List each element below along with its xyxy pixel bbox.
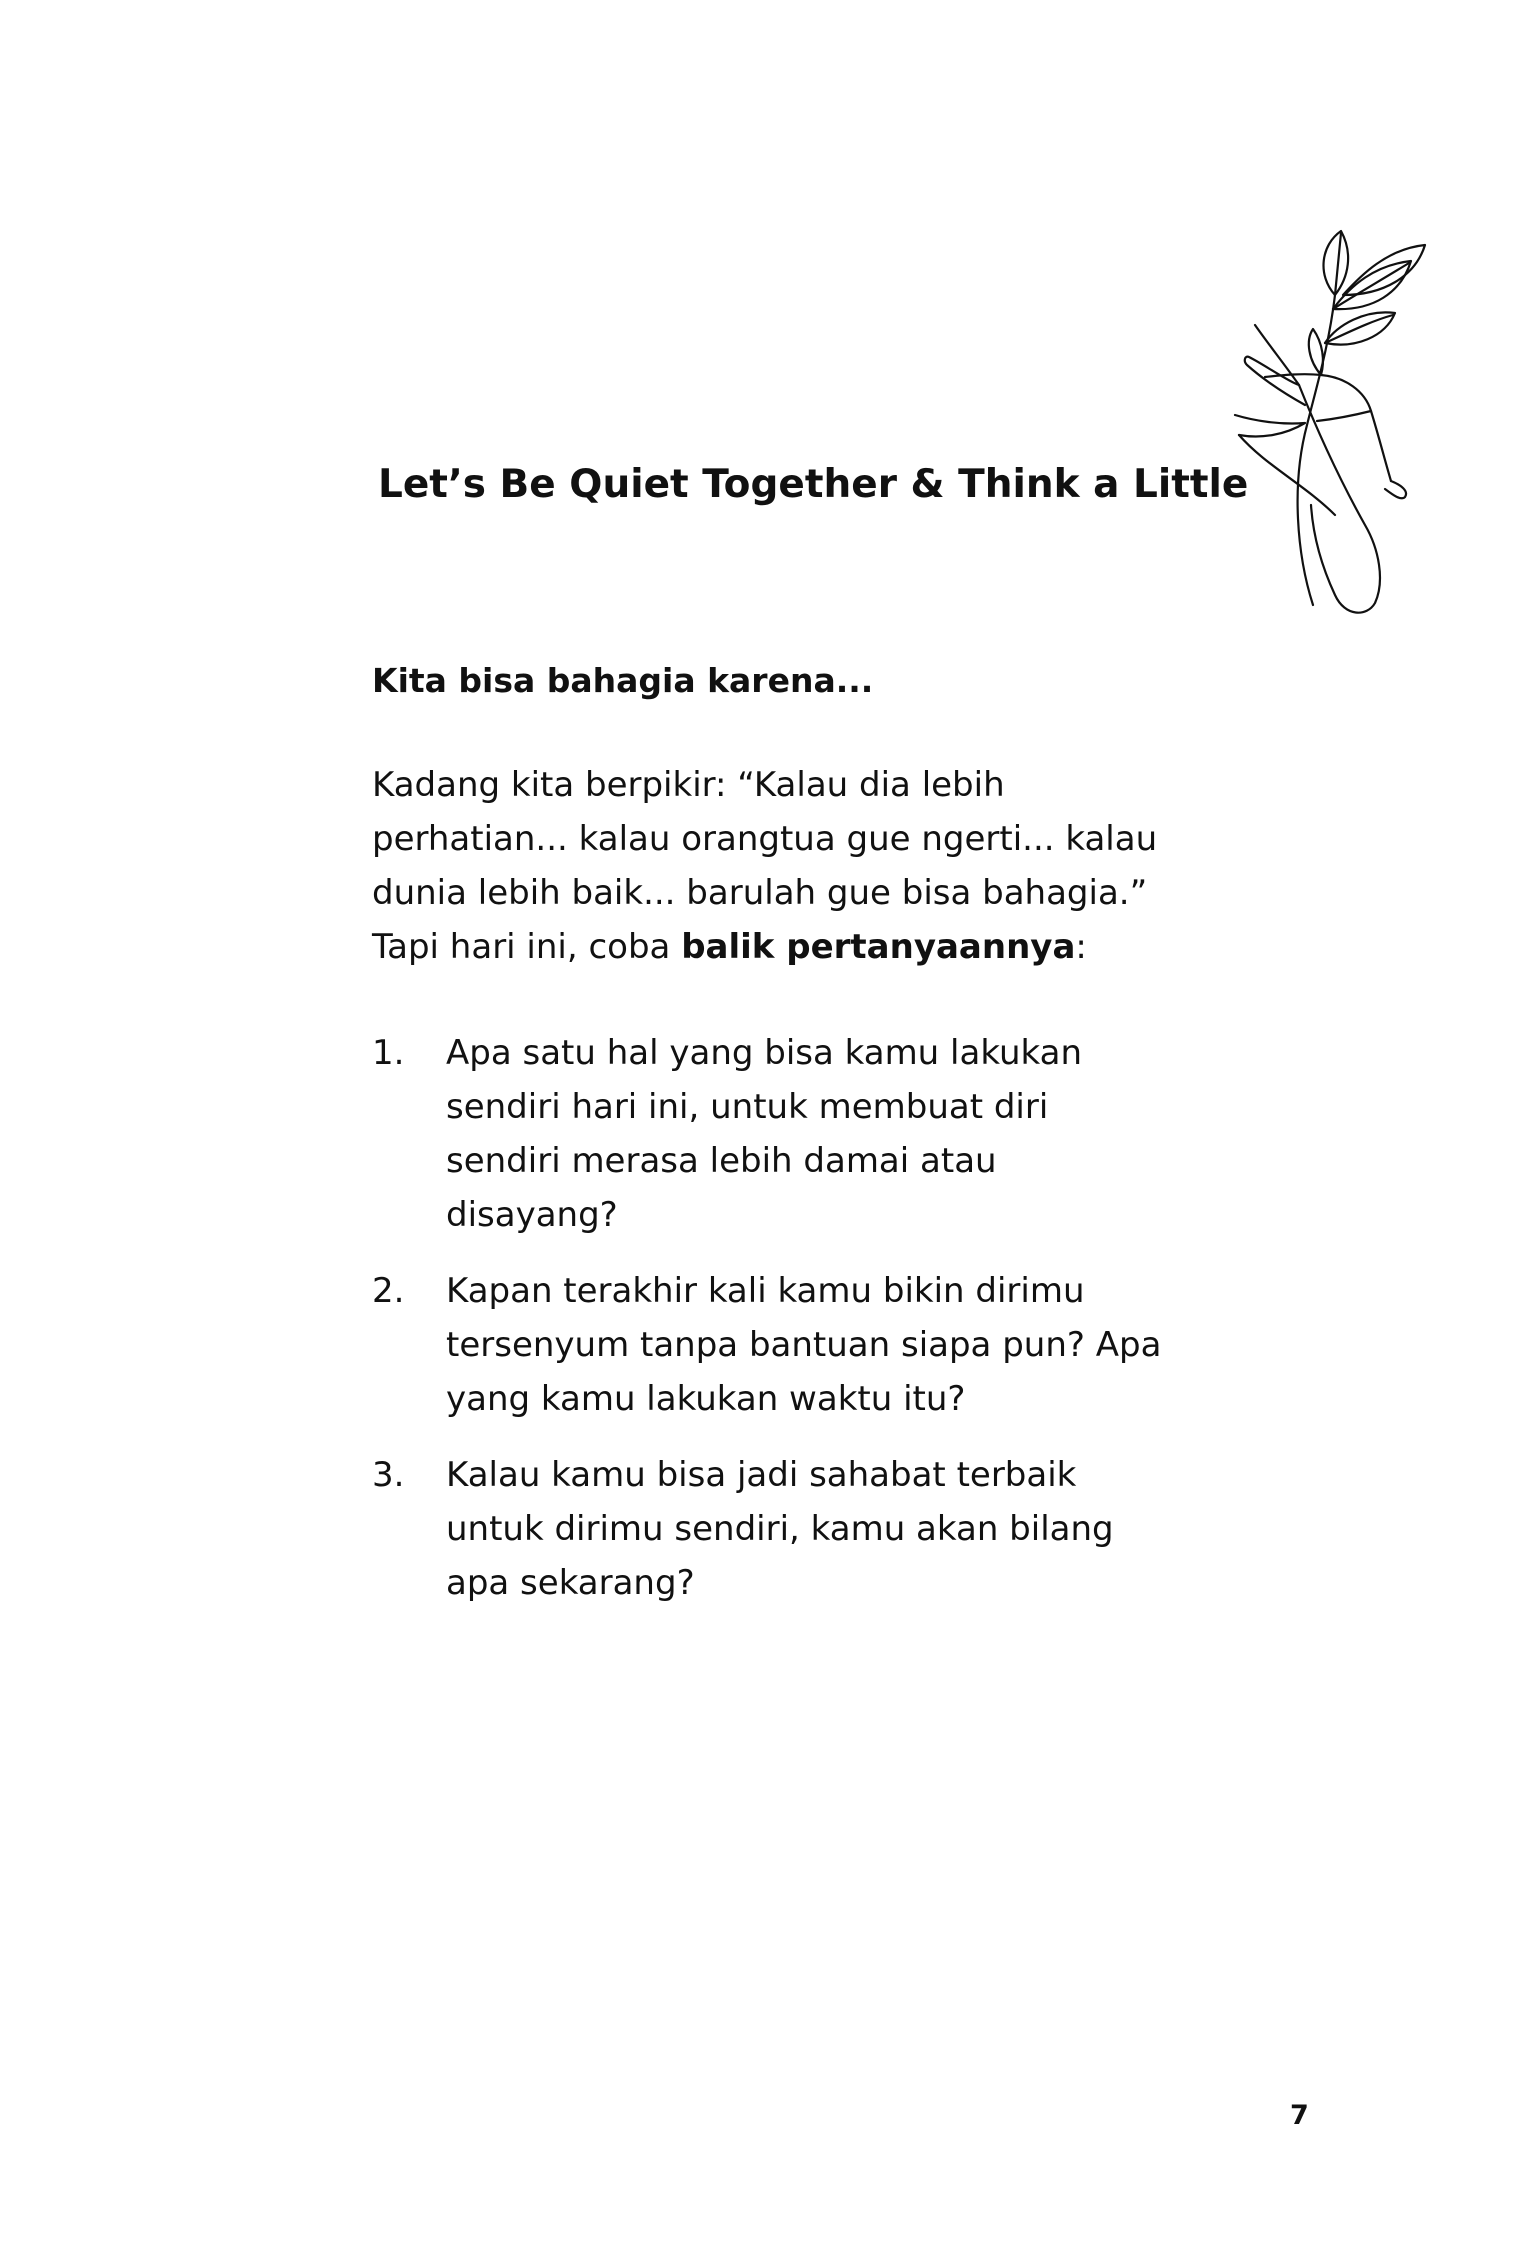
main-content [372, 658, 1202, 1632]
intro-emphasis: balik pertanyaannya [681, 927, 1076, 967]
intro-line-4-prefix: Tapi hari ini, coba [372, 927, 682, 967]
hand-holding-sprout-icon [1225, 225, 1485, 625]
question-list [372, 1026, 1202, 1610]
list-item [372, 1026, 1202, 1242]
section-subheading: Kita bisa bahagia karena... [372, 661, 874, 700]
page-number: 7 [1290, 2100, 1309, 2131]
page-title: Let’s Be Quiet Together & Think a Little [378, 462, 1249, 507]
intro-paragraph [372, 758, 1202, 974]
question-number: 1. [372, 1033, 405, 1073]
list-item [372, 1264, 1202, 1426]
list-item [372, 1448, 1202, 1610]
question-text: Kalau kamu bisa jadi sahabat terbaik untuk dirimu sendiri, kamu akan bilang apa sekarang? [446, 1455, 1114, 1603]
intro-line-2: perhatian... kalau orangtua gue ngerti... kalau [372, 819, 1158, 859]
question-number: 2. [372, 1271, 405, 1311]
question-number: 3. [372, 1455, 405, 1495]
intro-line-3: dunia lebih baik... barulah gue bisa bahagia.” [372, 873, 1148, 913]
question-text: Apa satu hal yang bisa kamu lakukan sendiri hari ini, untuk membuat diri sendiri merasa lebih damai atau disayang? [446, 1033, 1082, 1235]
intro-line-4-suffix: : [1075, 927, 1087, 967]
intro-line-1: Kadang kita berpikir: “Kalau dia lebih [372, 765, 1005, 805]
question-text: Kapan terakhir kali kamu bikin dirimu tersenyum tanpa bantuan siapa pun? Apa yang kamu lakukan waktu itu? [446, 1271, 1162, 1419]
